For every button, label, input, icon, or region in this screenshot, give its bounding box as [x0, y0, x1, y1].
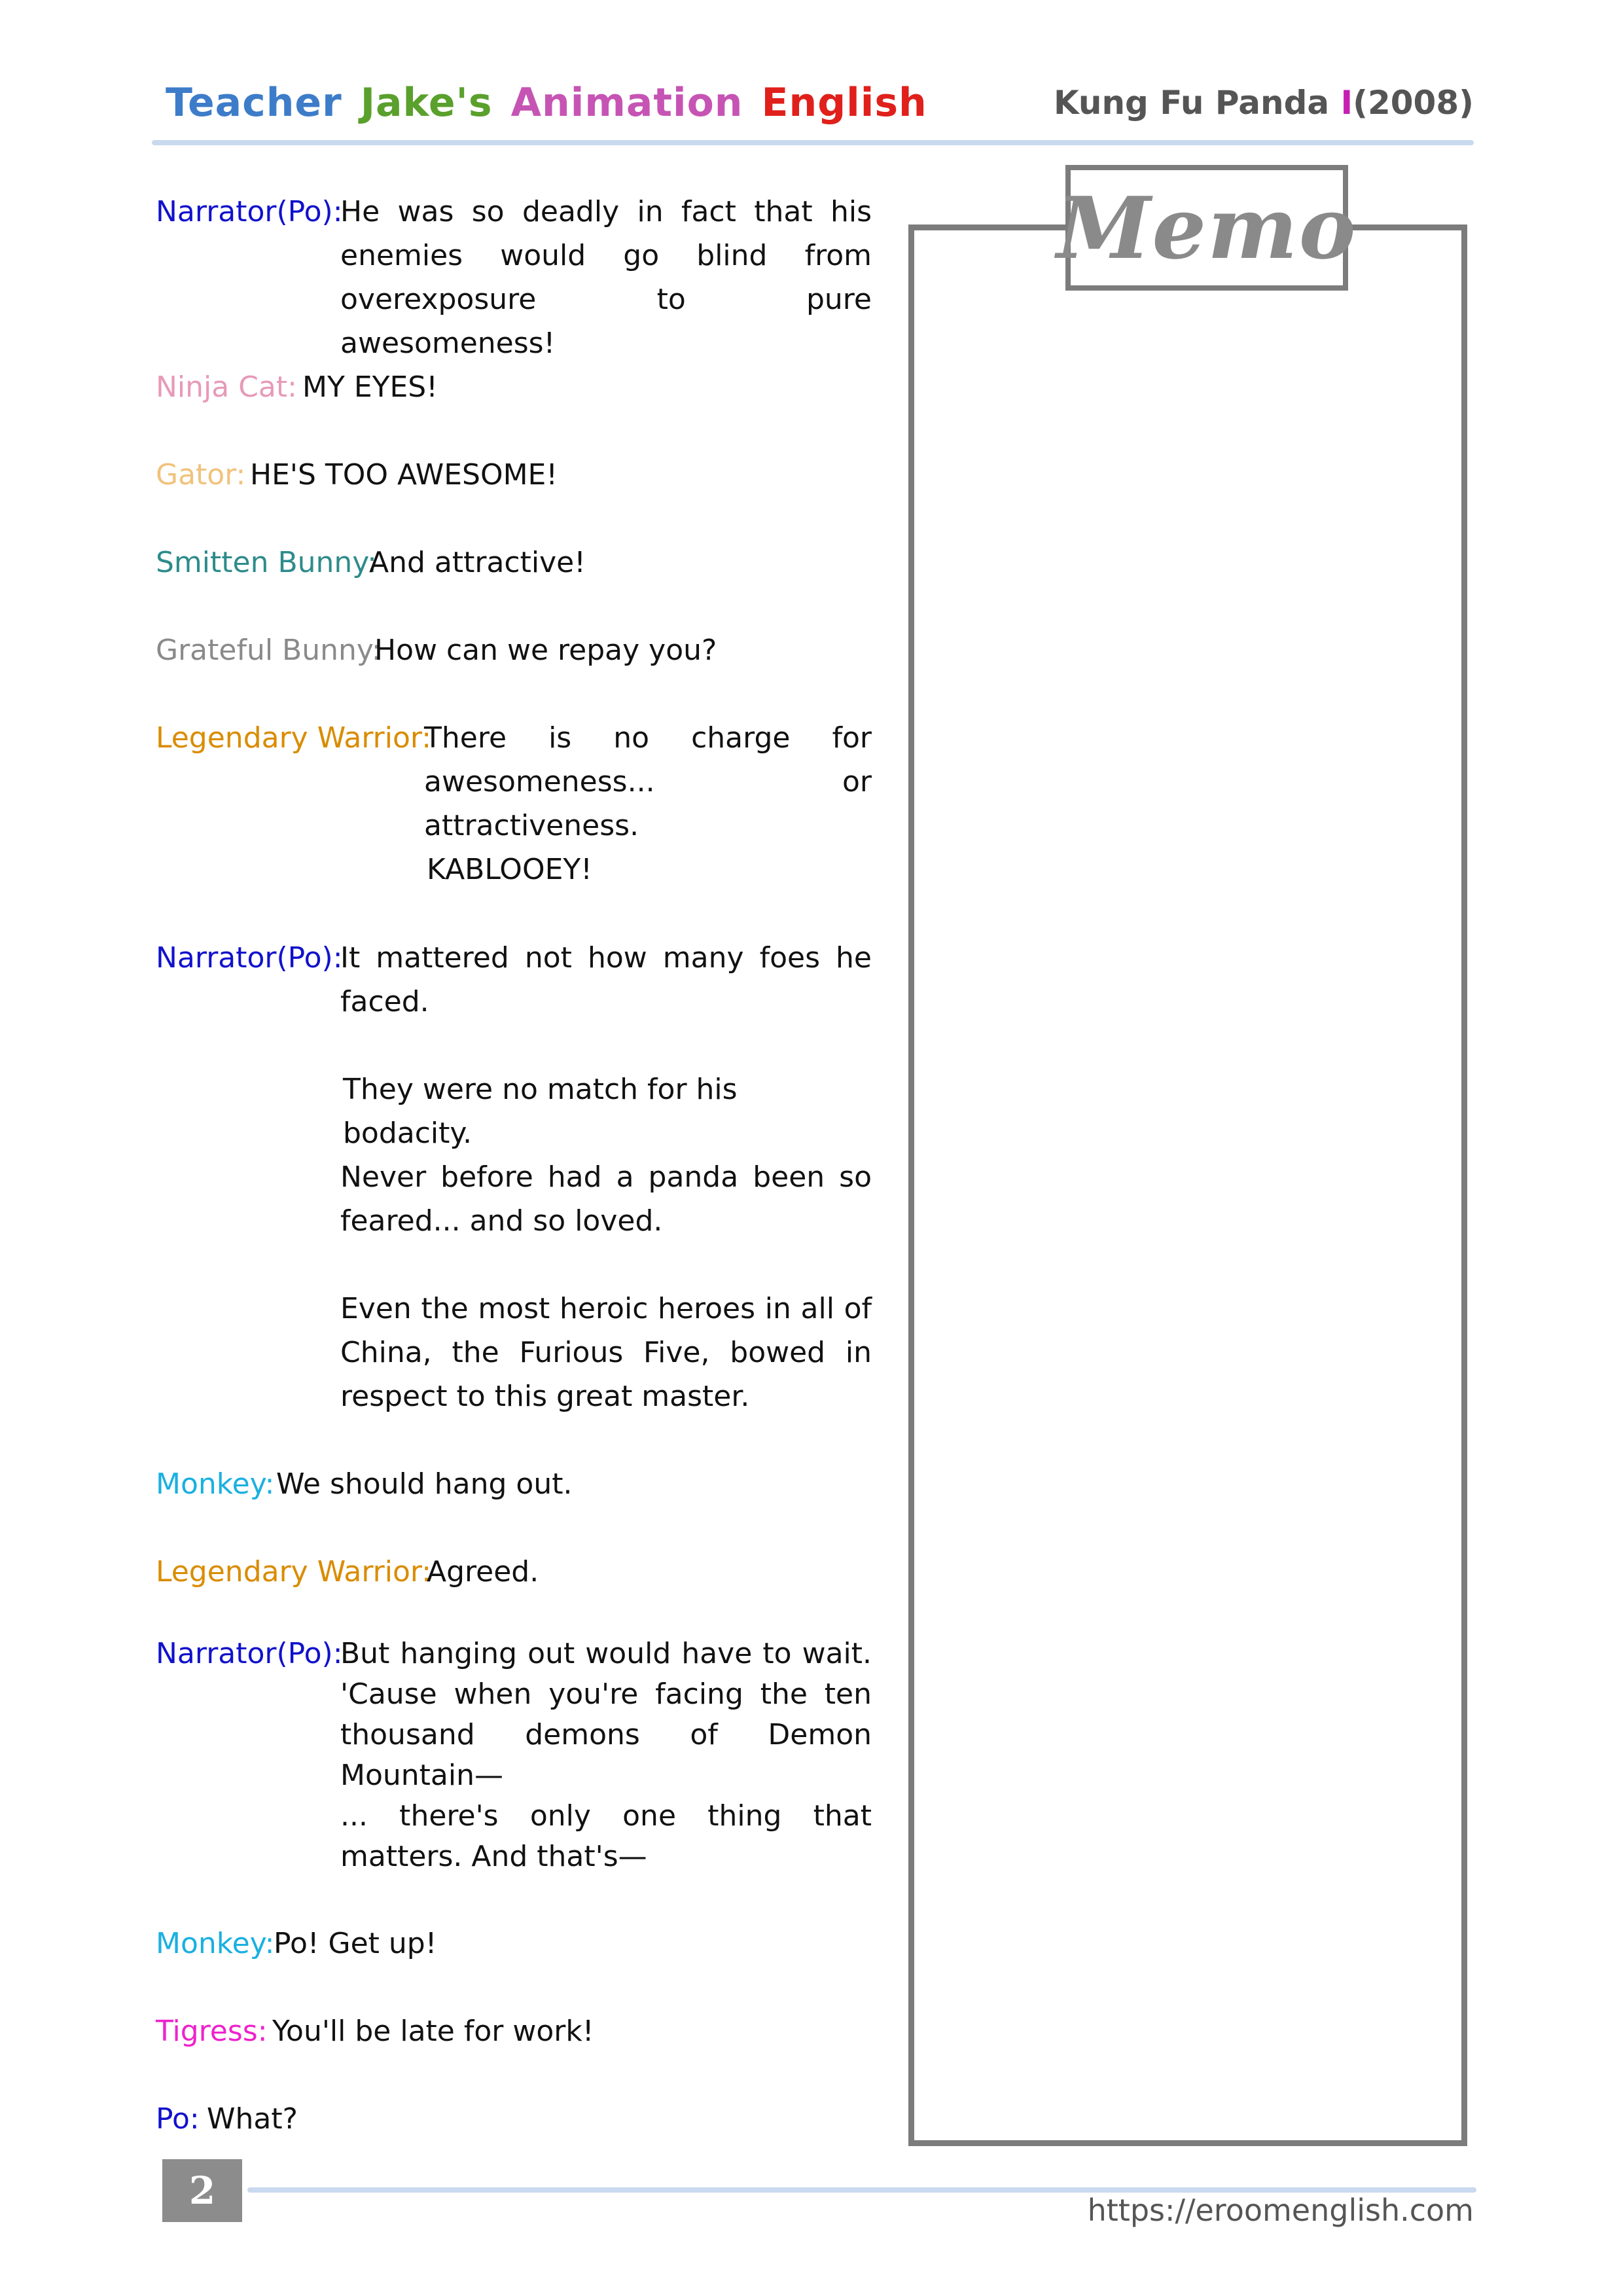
dialogue-line: He was so deadly in fact that his enemies would go blind from overexposure to pure awesomeness!: [340, 195, 872, 360]
title-word-english: English: [761, 80, 927, 126]
dialogue-line: But hanging out would have to wait. 'Cause when you're facing the ten thousand demons of Demon Mountain—: [340, 1637, 872, 1792]
dialogue-line: How can we repay you?: [374, 634, 717, 667]
movie-name: Kung Fu Panda: [1054, 84, 1341, 122]
title-word-jakes: Jake's: [360, 80, 493, 126]
dialogue-line: Po! Get up!: [274, 1927, 437, 1960]
speaker-ninja-cat: Ninja Cat:: [156, 370, 297, 404]
memo-label-box: [1056, 165, 1357, 291]
dialogue-line: And attractive!: [369, 546, 586, 579]
dialogue-line: What?: [207, 2102, 298, 2136]
memo-writing-area: [908, 224, 1467, 2146]
memo-label: Memo: [1056, 177, 1357, 278]
speaker-tigress: Tigress:: [156, 2015, 268, 2048]
movie-title: [1054, 84, 1474, 122]
speaker-legendary-warrior: Legendary Warrior:: [156, 1555, 432, 1588]
speaker-grateful-bunny: Grateful Bunny:: [156, 634, 382, 667]
header-divider: [152, 140, 1474, 145]
dialogue-line: They were no match for his bodacity.: [343, 1073, 738, 1150]
dialogue-line: Never before had a panda been so feared... and so loved.: [340, 1160, 872, 1238]
movie-year: (2008): [1353, 84, 1474, 122]
speaker-monkey: Monkey:: [156, 1927, 275, 1960]
worksheet-title: [166, 80, 946, 126]
dialogue-line: Even the most heroic heroes in all of China, the Furious Five, bowed in respect to this great master.: [340, 1292, 872, 1413]
speaker-gator: Gator:: [156, 458, 246, 492]
speaker-narrator: Narrator(Po):: [156, 195, 343, 228]
dialogue-line: There is no charge for awesomeness... or attractiveness.: [424, 721, 872, 842]
speaker-narrator: Narrator(Po):: [156, 1637, 343, 1670]
dialogue-line: ... there's only one thing that matters. And that's—: [340, 1799, 872, 1873]
dialogue-line: You'll be late for work!: [272, 2015, 594, 2048]
title-word-animation: Animation: [510, 80, 743, 126]
speaker-smitten-bunny: Smitten Bunny:: [156, 546, 377, 579]
dialogue-line: HE'S TOO AWESOME!: [250, 458, 558, 492]
page-number: 2: [162, 2159, 242, 2222]
website-url: https://eroomenglish.com: [1087, 2193, 1474, 2228]
dialogue-line: KABLOOEY!: [427, 853, 592, 886]
speaker-monkey: Monkey:: [156, 1467, 275, 1501]
dialogue-line: Agreed.: [427, 1555, 539, 1588]
speaker-legendary-warrior: Legendary Warrior:: [156, 721, 432, 755]
dialogue-line: We should hang out.: [276, 1467, 573, 1501]
movie-numeral: I: [1340, 84, 1353, 122]
speaker-po: Po:: [156, 2102, 200, 2136]
dialogue-line: It mattered not how many foes he faced.: [340, 941, 872, 1018]
speaker-narrator: Narrator(Po):: [156, 941, 343, 975]
footer-divider: [247, 2187, 1476, 2193]
title-word-teacher: Teacher: [166, 80, 342, 126]
dialogue-line: MY EYES!: [302, 370, 438, 404]
